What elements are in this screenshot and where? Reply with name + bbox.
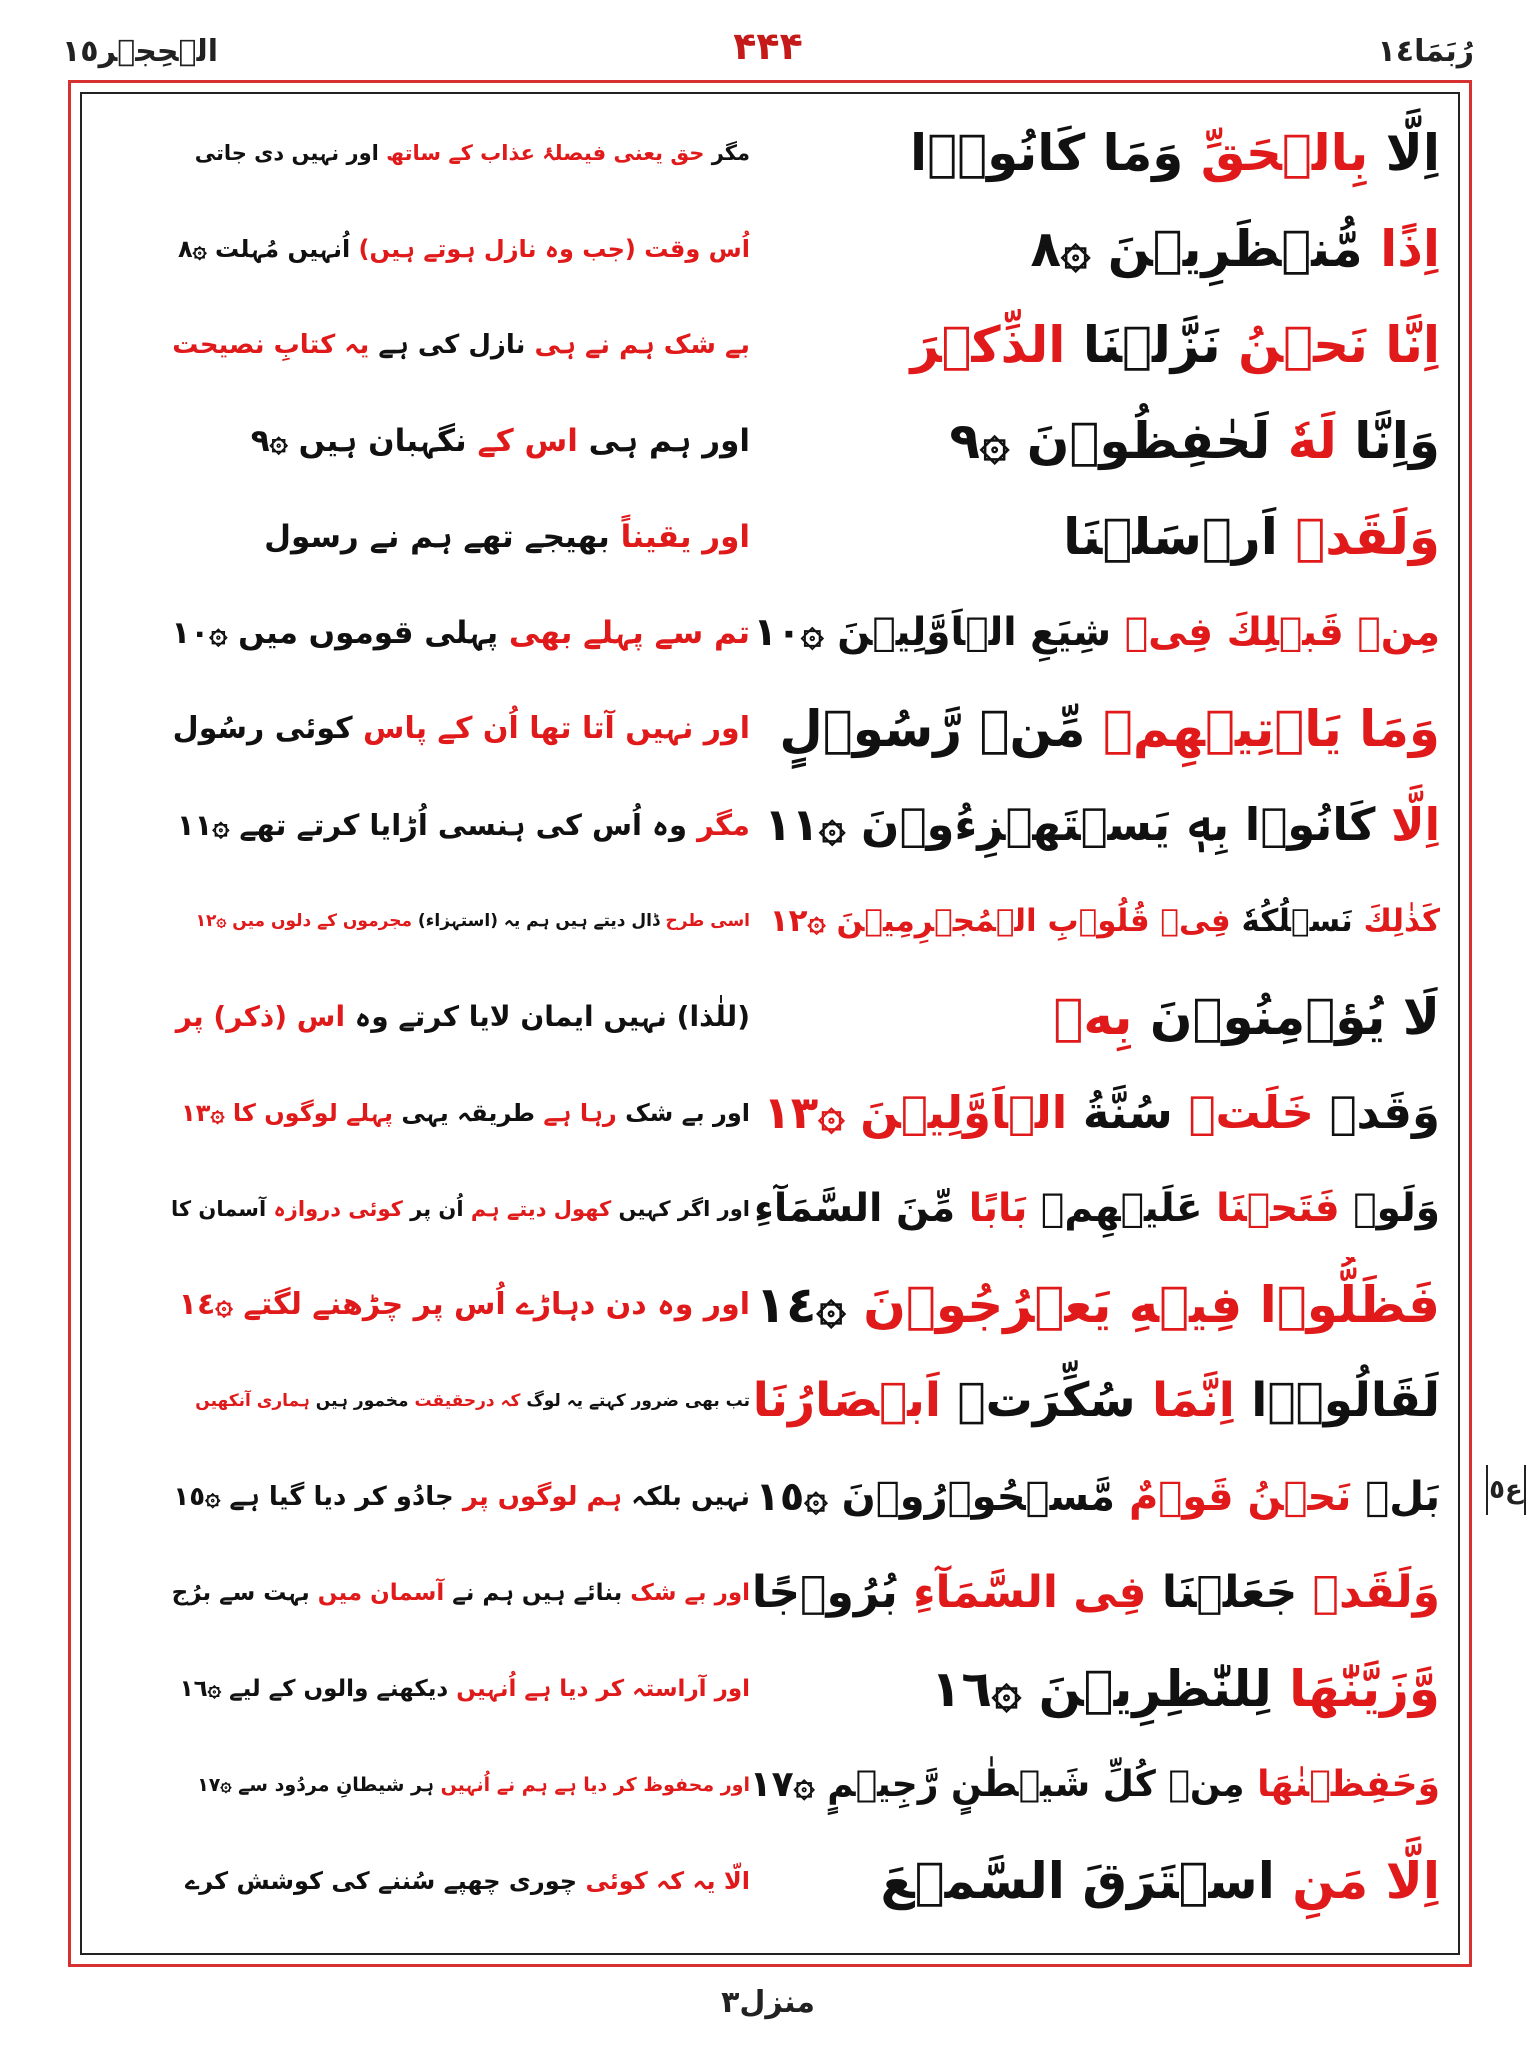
arabic-verse xyxy=(750,1065,1440,1161)
arabic-segment: نَزَّلۡنَا xyxy=(1065,316,1239,374)
arabic-segment: وَمَا كَانُوۡۤا xyxy=(910,124,1201,182)
urdu-segment: ہر شیطانِ مردُود سے ۞١٧ xyxy=(197,1774,441,1796)
urdu-segment: نہیں بلکہ xyxy=(622,1482,750,1512)
arabic-segment: بَابًا xyxy=(968,1186,1028,1231)
urdu-segment: چوری چھپے سُننے کی کوشش کرے xyxy=(185,1867,586,1895)
urdu-segment: (جب وہ نازل ہوتے ہیں) xyxy=(358,235,636,263)
urdu-segment: اور اگر کہیں xyxy=(611,1197,750,1221)
urdu-segment: بہت سے برُج xyxy=(171,1580,318,1606)
urdu-segment: بھیجے تھے ہم نے رسول xyxy=(264,519,621,555)
verse-row xyxy=(80,201,1460,297)
arabic-segment: اَرۡسَلۡنَا xyxy=(1063,508,1296,566)
arabic-verse xyxy=(750,297,1440,393)
arabic-verse xyxy=(750,1449,1440,1545)
urdu-translation xyxy=(170,1353,750,1449)
arabic-verse xyxy=(750,393,1440,489)
urdu-segment: بنائے ہیں ہم نے xyxy=(444,1580,631,1606)
urdu-segment: اُس وقت xyxy=(635,235,750,263)
arabic-segment: بِالۡحَقِّ xyxy=(1200,124,1369,182)
arabic-segment: اَبۡصَارُنَا xyxy=(752,1373,941,1428)
urdu-segment: کوئی رسُول xyxy=(172,711,364,746)
arabic-segment: فِىۡ قُلُوۡبِ الۡمُجۡرِمِيۡنَ ۞١٢ xyxy=(769,903,1231,939)
urdu-segment: اور یقیناً xyxy=(620,519,750,555)
urdu-segment: کھول دیتے ہم xyxy=(470,1197,612,1221)
arabic-segment: خَلَتۡ xyxy=(1188,1086,1314,1139)
arabic-verse xyxy=(750,777,1440,873)
arabic-verse xyxy=(750,201,1440,297)
arabic-verse xyxy=(750,1833,1440,1929)
arabic-verse xyxy=(750,585,1440,681)
urdu-translation xyxy=(170,489,750,585)
verse-row xyxy=(80,393,1460,489)
arabic-verse xyxy=(750,1257,1440,1353)
verse-row xyxy=(80,585,1460,681)
verse-row xyxy=(80,297,1460,393)
arabic-segment: الذِّكۡرَ xyxy=(910,316,1066,374)
arabic-segment: اِذًا xyxy=(1380,220,1440,278)
urdu-segment: بے شک ہم نے ہی xyxy=(534,330,750,360)
verse-row xyxy=(80,1641,1460,1737)
urdu-segment: ڈال دیتے ہیں ہم یہ (استہزاء) xyxy=(411,911,666,931)
urdu-translation xyxy=(170,1737,750,1833)
urdu-segment: کوئی دروازہ xyxy=(273,1197,403,1221)
arabic-segment: مُّنۡظَرِيۡنَ ۞٨ xyxy=(1030,220,1381,278)
arabic-segment: لَهٗ xyxy=(1287,412,1337,470)
urdu-translation xyxy=(170,1545,750,1641)
arabic-verse xyxy=(750,105,1440,201)
verse-row xyxy=(80,1161,1460,1257)
manzil-label: منزل٣ xyxy=(721,1985,815,2020)
urdu-segment: اور وہ دن دہاڑے اُس پر چڑھنے لگتے ۞١٤ xyxy=(178,1287,750,1322)
arabic-segment: فَتَحۡنَا xyxy=(1216,1186,1340,1231)
urdu-segment: پہلے لوگوں کا ۞١٣ xyxy=(181,1099,394,1127)
page-number: ۴۴۴ xyxy=(733,24,803,68)
verse-row xyxy=(80,489,1460,585)
verse-row xyxy=(80,1449,1460,1545)
arabic-segment: مِنۡ قَبۡلِكَ xyxy=(1226,610,1440,655)
arabic-verse xyxy=(750,1161,1440,1257)
arabic-segment: كَذٰلِكَ xyxy=(1363,903,1440,939)
arabic-segment: نَسۡلُكُهٗ xyxy=(1230,903,1364,939)
urdu-segment: یہ کتابِ نصیحت xyxy=(172,330,370,360)
arabic-segment: فِىۡ xyxy=(1124,610,1227,655)
urdu-translation xyxy=(170,1641,750,1737)
urdu-segment: طریقہ یہی xyxy=(393,1099,544,1127)
arabic-segment: جَعَلۡنَا xyxy=(1146,1567,1313,1618)
arabic-segment: فَظَلُّوۡا فِيۡهِ يَعۡرُجُوۡنَ xyxy=(863,1276,1440,1334)
arabic-verse xyxy=(750,489,1440,585)
arabic-segment: وَلَوۡ xyxy=(1339,1186,1440,1231)
arabic-segment: لَحٰفِظُوۡنَ ۞٩ xyxy=(949,412,1288,470)
arabic-segment: وَلَقَدۡ xyxy=(1312,1567,1440,1618)
arabic-segment: اسۡتَرَقَ السَّمۡعَ xyxy=(880,1852,1293,1910)
urdu-segment: وہ اُس کی ہنسی اُڑایا کرتے تھے ۞١١ xyxy=(176,808,698,842)
arabic-verse xyxy=(750,969,1440,1065)
urdu-translation xyxy=(170,777,750,873)
urdu-translation xyxy=(170,681,750,777)
arabic-segment: لِلنّٰظِرِيۡنَ ۞١٦ xyxy=(930,1660,1290,1718)
arabic-segment: نَحۡنُ قَوۡمٌ xyxy=(1128,1474,1352,1520)
urdu-translation xyxy=(170,969,750,1065)
arabic-segment: اِلَّا xyxy=(1391,798,1440,851)
urdu-segment: ہم لوگوں پر xyxy=(462,1482,623,1512)
urdu-segment: حق یعنی فیصلۂ عذاب کے ساتھ xyxy=(386,141,705,165)
urdu-segment: اسی طرح xyxy=(665,911,750,931)
urdu-segment: اس کے xyxy=(477,423,578,459)
arabic-segment: فِى السَّمَآءِ xyxy=(913,1567,1147,1618)
arabic-verse xyxy=(750,1545,1440,1641)
urdu-segment: اور بے شک xyxy=(630,1580,750,1606)
verse-row xyxy=(80,1257,1460,1353)
verse-row xyxy=(80,681,1460,777)
arabic-segment: كَانُوۡا بِهٖ يَسۡتَهۡزِءُوۡنَ ۞١١ xyxy=(764,798,1392,851)
arabic-segment: شِيَعِ الۡاَوَّلِيۡنَ ۞١٠ xyxy=(753,610,1125,655)
urdu-segment: اور ہم ہی xyxy=(577,423,750,459)
urdu-segment: مگر xyxy=(697,808,750,842)
urdu-segment: (للٰذا) نہیں ایمان لایا کرتے وہ xyxy=(345,1000,750,1033)
arabic-segment: بُرُوۡجًا xyxy=(751,1567,914,1618)
urdu-segment: رہا ہے xyxy=(543,1099,617,1127)
arabic-verse xyxy=(750,681,1440,777)
arabic-segment: وَّزَيَّنّٰهَا xyxy=(1289,1660,1440,1718)
arabic-segment: وَاِنَّا xyxy=(1336,412,1440,470)
verse-row xyxy=(80,1353,1460,1449)
arabic-segment: ۞١٤ xyxy=(755,1276,864,1334)
arabic-verse xyxy=(750,1353,1440,1449)
arabic-segment: وَمَا يَاۡتِيۡهِمۡ xyxy=(1102,700,1440,758)
urdu-translation xyxy=(170,1065,750,1161)
arabic-segment: سُكِّرَتۡ xyxy=(941,1373,1152,1428)
verse-row xyxy=(80,1545,1460,1641)
arabic-segment: مِنۡ كُلِّ شَيۡطٰنٍ رَّجِيۡمٍ ۞١٧ xyxy=(750,1764,1258,1805)
urdu-segment: مخمور ہیں xyxy=(309,1391,415,1411)
verse-row xyxy=(80,1065,1460,1161)
arabic-verse xyxy=(750,873,1440,969)
urdu-segment: پہلی قوموں میں ۞١٠ xyxy=(171,615,509,651)
verse-row xyxy=(80,777,1460,873)
urdu-segment: کہ درحقیقت xyxy=(414,1391,521,1411)
arabic-verse xyxy=(750,1641,1440,1737)
urdu-segment: مگر xyxy=(704,141,750,165)
arabic-segment: اِلَّا xyxy=(1368,124,1440,182)
urdu-segment: اُنہیں مُہلت ۞٨ xyxy=(177,235,359,263)
urdu-segment: اور بے شک xyxy=(616,1099,750,1127)
urdu-translation xyxy=(170,1449,750,1545)
arabic-segment: بِهٖ xyxy=(1053,988,1133,1046)
arabic-segment: وَحَفِظۡنٰهَا xyxy=(1257,1764,1440,1805)
arabic-segment: لَقَالُوۡۤا xyxy=(1234,1373,1440,1428)
urdu-segment: ہماری آنکھیں xyxy=(195,1391,310,1411)
urdu-segment: نگہبان ہیں ۞٩ xyxy=(250,423,478,459)
urdu-segment: مجرموں کے دلوں میں ۞١٢ xyxy=(195,911,412,931)
urdu-segment: نازل کی ہے xyxy=(369,330,535,360)
urdu-segment: آسمان کا xyxy=(171,1197,274,1221)
urdu-segment: اس (ذکر) پر xyxy=(175,1000,346,1033)
urdu-translation xyxy=(170,105,750,201)
urdu-segment: الّا یہ کہ کوئی xyxy=(585,1867,750,1895)
urdu-translation xyxy=(170,297,750,393)
urdu-segment: آسمان میں xyxy=(317,1580,445,1606)
urdu-segment: اور آراستہ کر دیا ہے اُنہیں xyxy=(456,1676,750,1702)
arabic-segment: مِّنۡ رَّسُوۡلٍ xyxy=(779,700,1103,758)
urdu-segment: تم سے پہلے بھی xyxy=(508,615,750,651)
urdu-segment: تب بھی ضرور کہتے یہ لوگ xyxy=(520,1391,750,1411)
urdu-segment: اور نہیں دی جاتی xyxy=(194,141,387,165)
arabic-segment: مَّسۡحُوۡرُوۡنَ ۞١٥ xyxy=(755,1474,1129,1520)
verse-row xyxy=(80,1833,1460,1929)
arabic-segment: وَلَقَدۡ xyxy=(1295,508,1440,566)
urdu-segment: دیکھنے والوں کے لیے ۞١٦ xyxy=(179,1676,457,1702)
verse-row xyxy=(80,1737,1460,1833)
arabic-verse xyxy=(750,1737,1440,1833)
arabic-segment: سُنَّةُ xyxy=(1067,1086,1189,1139)
urdu-translation xyxy=(170,1161,750,1257)
surah-name: الۡحِجۡر١٥ xyxy=(62,34,219,69)
urdu-translation xyxy=(170,1257,750,1353)
urdu-translation xyxy=(170,393,750,489)
arabic-segment: عَلَيۡهِمۡ xyxy=(1027,1186,1217,1231)
urdu-segment: اور محفوظ کر دیا ہے ہم نے اُنہیں xyxy=(440,1774,750,1796)
ruku-mark: ع٥ xyxy=(1486,1465,1526,1515)
verse-row xyxy=(80,969,1460,1065)
urdu-segment: اُن پر xyxy=(402,1197,471,1221)
arabic-segment: اِنَّمَا xyxy=(1151,1373,1235,1428)
verse-row xyxy=(80,105,1460,201)
arabic-segment: بَلۡ xyxy=(1351,1474,1440,1520)
urdu-translation xyxy=(170,873,750,969)
urdu-segment: اور نہیں آتا تھا اُن کے پاس xyxy=(363,711,750,746)
arabic-segment: مِّنَ السَّمَآءِ xyxy=(753,1186,969,1231)
arabic-segment: وَقَدۡ xyxy=(1313,1086,1440,1139)
urdu-segment: جادُو کر دیا گیا ہے ۞١٥ xyxy=(173,1482,463,1512)
arabic-segment: اِلَّا مَنِ xyxy=(1292,1852,1440,1910)
arabic-segment: اِنَّا نَحۡنُ xyxy=(1238,316,1440,374)
urdu-translation xyxy=(170,1833,750,1929)
arabic-segment: لَا يُؤۡمِنُوۡنَ xyxy=(1132,988,1440,1046)
verse-row xyxy=(80,873,1460,969)
urdu-translation xyxy=(170,585,750,681)
urdu-translation xyxy=(170,201,750,297)
juz-name: رُبَمَا١٤ xyxy=(1377,34,1474,69)
arabic-segment: الۡاَوَّلِيۡنَ ۞١٣ xyxy=(763,1086,1068,1139)
